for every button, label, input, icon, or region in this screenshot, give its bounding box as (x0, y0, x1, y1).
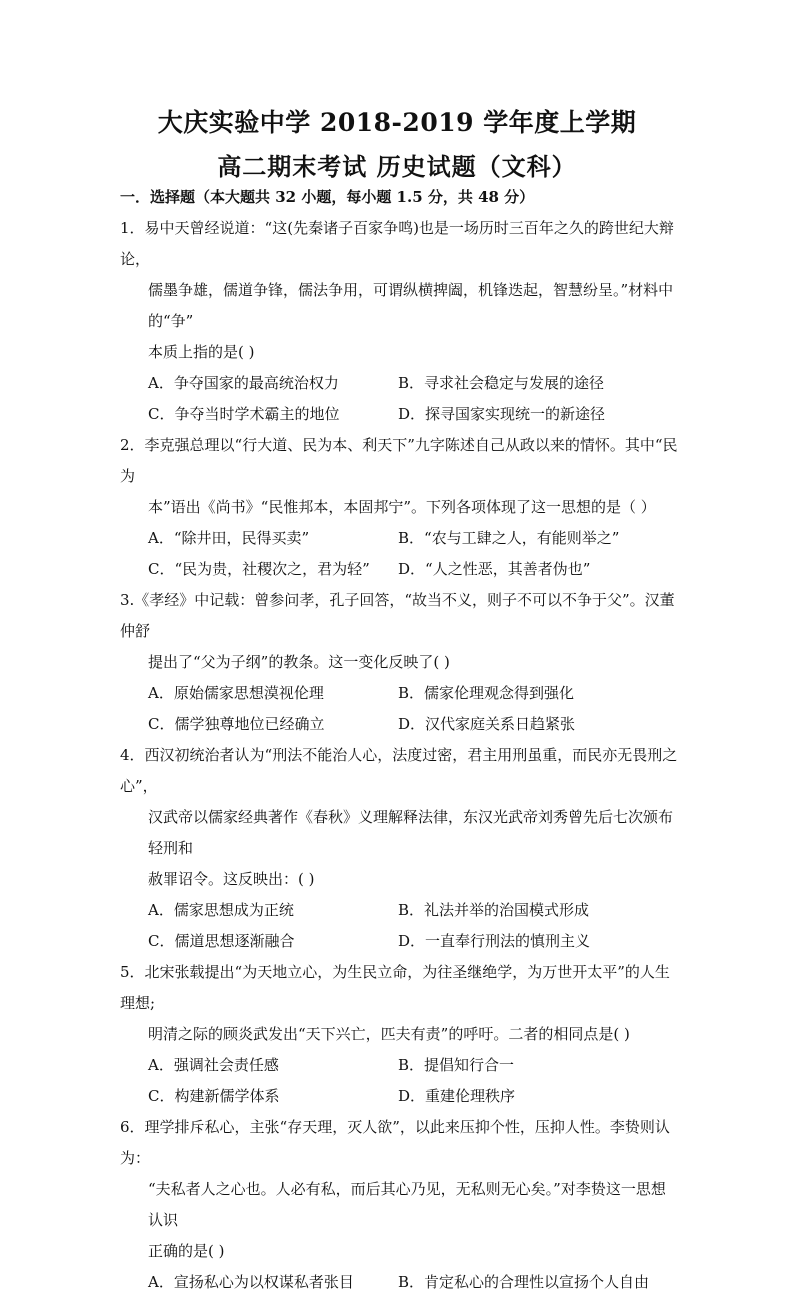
stem-line: “夫私者人之心也。人必有私，而后其心乃见，无私则无心矣。”对李贽这一思想认识 (148, 1180, 666, 1229)
option-b: B．寻求社会稳定与发展的途径 (398, 374, 605, 392)
option-c: C．儒道思想逐渐融合 (148, 932, 295, 950)
stem-line: 正确的是( ) (148, 1242, 225, 1260)
options (120, 1267, 680, 1298)
stem-line: 汉武帝以儒家经典著作《春秋》义理解释法律，东汉光武帝刘秀曾先后七次颁布轻刑和 (148, 808, 674, 857)
question-stem (120, 957, 680, 1050)
question-6 (120, 1112, 680, 1298)
question-stem (120, 213, 680, 368)
stem-line: 赦罪诏令。这反映出：( ) (148, 870, 315, 888)
option-a: A．“除井田，民得买卖” (148, 529, 310, 547)
question-stem (120, 740, 680, 895)
option-b: B．肯定私心的合理性以宣扬个人自由 (398, 1273, 650, 1291)
option-d: D．汉代家庭关系日趋紧张 (398, 715, 576, 733)
option-d: D．一直奉行刑法的慎刑主义 (398, 932, 591, 950)
stem-line: 本”语出《尚书》“民惟邦本，本固邦宁”。下列各项体现了这一思想的是（ ） (148, 498, 656, 516)
stem-line: 明清之际的顾炎武发出“天下兴亡，匹夫有责”的呼吁。二者的相同点是( ) (148, 1025, 630, 1043)
option-a: A．争夺国家的最高统治权力 (148, 374, 339, 392)
options (120, 678, 680, 740)
question-1 (120, 213, 680, 430)
option-a: A．儒家思想成为正统 (148, 901, 294, 919)
question-4 (120, 740, 680, 957)
stem-line: 5．北宋张载提出“为天地立心，为生民立命，为往圣继绝学，为万世开太平”的人生理想; (120, 963, 670, 1012)
option-b: B．“农与工肆之人，有能则举之” (398, 529, 620, 547)
option-d: D．探寻国家实现统一的新途径 (398, 405, 606, 423)
question-3 (120, 585, 680, 740)
stem-line: 提出了“父为子纲”的教条。这一变化反映了( ) (148, 653, 450, 671)
stem-line: 6．理学排斥私心，主张“存天理，灭人欲”，以此来压抑个性，压抑人性。李贽则认为： (120, 1118, 670, 1167)
option-b: B．提倡知行合一 (398, 1056, 515, 1074)
question-stem (120, 585, 680, 678)
stem-line: 3.《孝经》中记载：曾参问孝，孔子回答，“故当不义，则子不可以不争于父”。汉董仲舒 (120, 591, 675, 640)
option-d: D．重建伦理秩序 (398, 1087, 516, 1105)
question-stem (120, 430, 680, 523)
options (120, 368, 680, 430)
option-d: D．“人之性恶，其善者伪也” (398, 560, 591, 578)
question-5 (120, 957, 680, 1112)
option-b: B．儒家伦理观念得到强化 (398, 684, 575, 702)
stem-line: 2．李克强总理以“行大道、民为本、利天下”九字陈述自己从政以来的情怀。其中“民为 (120, 436, 678, 485)
stem-line: 1．易中天曾经说道：“这(先秦诸子百家争鸣)也是一场历时三百年之久的跨世纪大辩论， (120, 219, 674, 268)
option-c: C．“民为贵，社稷次之，君为轻” (148, 560, 370, 578)
stem-line: 本质上指的是( ) (148, 343, 255, 361)
option-a: A．强调社会责任感 (148, 1056, 279, 1074)
option-a: A．宣扬私心为以权谋私者张目 (148, 1273, 354, 1291)
option-c: C．争夺当时学术霸主的地位 (148, 405, 340, 423)
question-list (120, 213, 680, 1298)
stem-line: 4．西汉初统治者认为“刑法不能治人心，法度过密，君主用刑虽重，而民亦无畏刑之心”， (120, 746, 678, 795)
exam-title: 大庆实验中学 2018-2019 学年度上学期 (157, 108, 637, 137)
options (120, 523, 680, 585)
option-b: B．礼法并举的治国模式形成 (398, 901, 590, 919)
question-2 (120, 430, 680, 585)
option-a: A．原始儒家思想漠视伦理 (148, 684, 324, 702)
exam-subtitle: 高二期末考试 历史试题（文科） (217, 152, 577, 181)
section-heading: 一．选择题（本大题共 32 小题，每小题 1.5 分，共 48 分） (120, 188, 535, 206)
stem-line: 儒墨争雄，儒道争锋，儒法争用，可谓纵横捭阖，机锋迭起，智慧纷呈。”材料中的“争” (148, 281, 674, 330)
options (120, 895, 680, 957)
options (120, 1050, 680, 1112)
option-c: C．构建新儒学体系 (148, 1087, 280, 1105)
question-stem (120, 1112, 680, 1267)
option-c: C．儒学独尊地位已经确立 (148, 715, 325, 733)
